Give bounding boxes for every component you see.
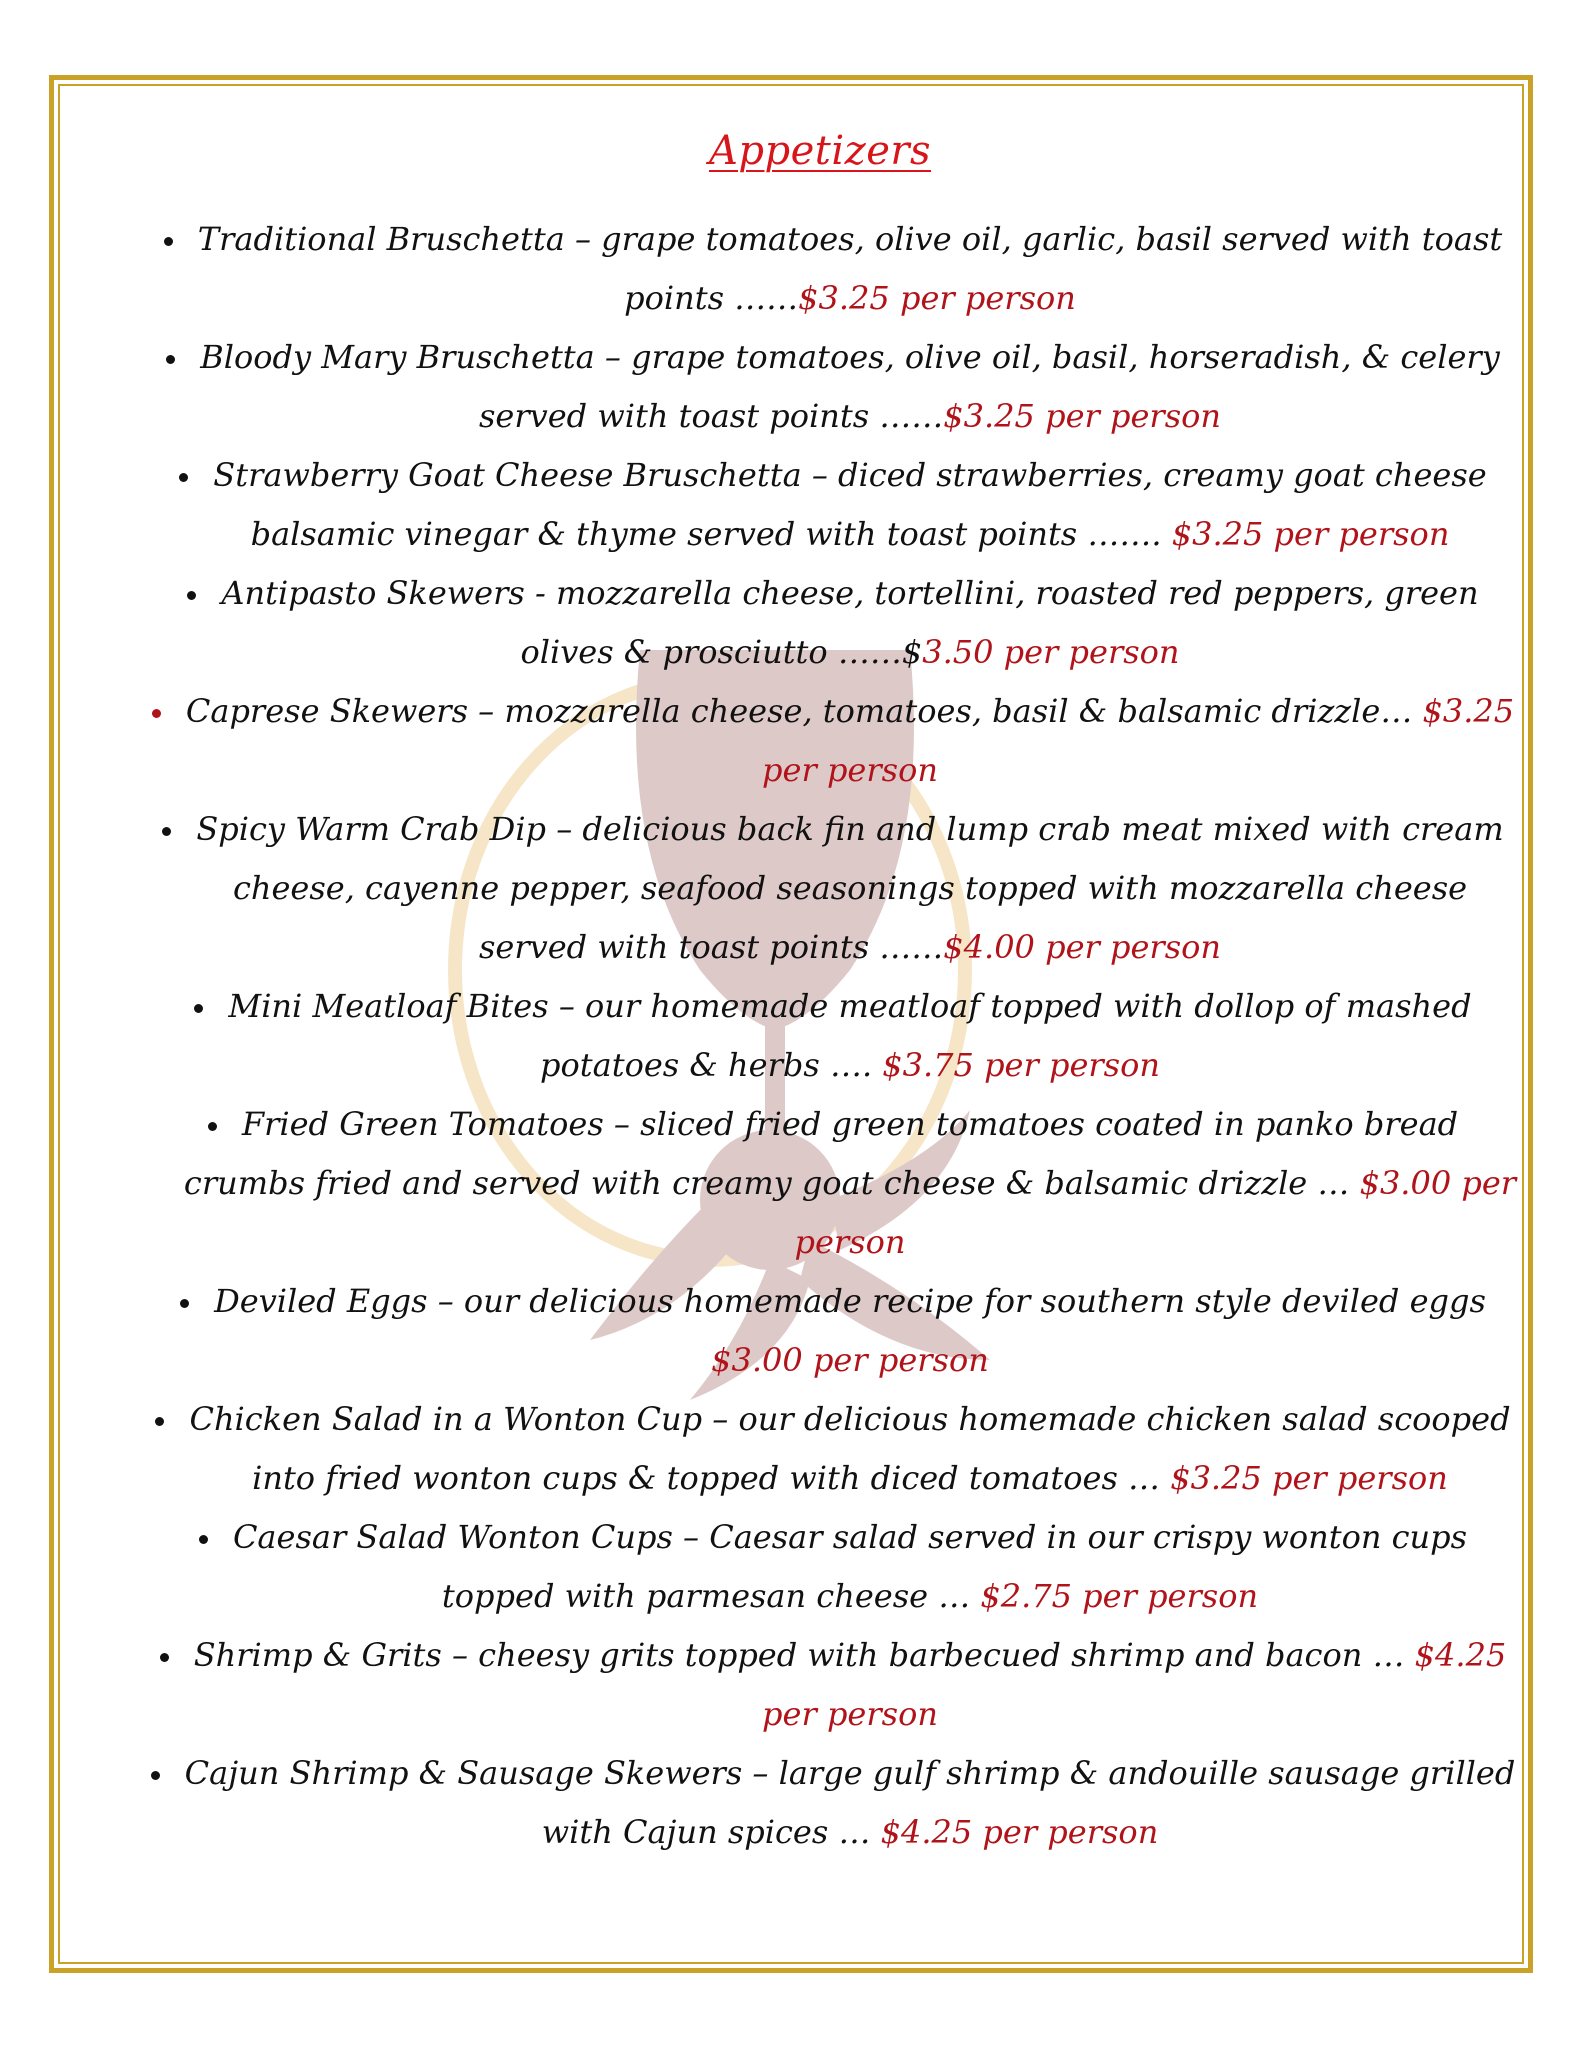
bullet-icon bbox=[187, 591, 196, 600]
bullet-icon bbox=[208, 1122, 217, 1131]
bullet-icon bbox=[164, 237, 173, 246]
menu-content bbox=[120, 118, 1520, 1862]
menu-item-price: $3.75 per person bbox=[882, 1046, 1160, 1084]
bullet-icon bbox=[166, 355, 175, 364]
menu-item bbox=[120, 977, 1520, 1095]
menu-item bbox=[120, 800, 1520, 977]
menu-item bbox=[120, 446, 1520, 564]
menu-item bbox=[120, 328, 1520, 446]
menu-item-description: Spicy Warm Crab Dip – delicious back fin and lump crab meat mixed with cream cheese, cayenne pepper, seafood seasonings topped with mozzarella cheese served with toast points …… bbox=[196, 810, 1504, 966]
appetizer-list bbox=[120, 210, 1520, 1862]
menu-item bbox=[120, 1508, 1520, 1626]
menu-item-description: Caprese Skewers – mozzarella cheese, tomatoes, basil & balsamic drizzle… bbox=[185, 692, 1423, 730]
menu-item-price: 3.50 per person bbox=[922, 633, 1180, 671]
bullet-icon bbox=[155, 1417, 164, 1426]
bullet-icon bbox=[194, 1004, 203, 1013]
menu-item-price: $3.25 per person bbox=[943, 397, 1221, 435]
bullet-icon bbox=[152, 709, 161, 718]
section-heading: Appetizers bbox=[708, 128, 932, 174]
menu-item-price: $2.75 per person bbox=[980, 1577, 1259, 1615]
bullet-icon bbox=[162, 827, 171, 836]
menu-item-description: Bloody Mary Bruschetta – grape tomatoes, olive oil, basil, horseradish, & celery served with toast points …… bbox=[200, 338, 1500, 435]
menu-item bbox=[120, 1744, 1520, 1862]
menu-item-description: Cajun Shrimp & Sausage Skewers – large gulf shrimp & andouille sausage grilled with Cajun spices … bbox=[184, 1754, 1516, 1851]
bullet-icon bbox=[151, 1771, 160, 1780]
menu-item-description: Fried Green Tomatoes – sliced fried green tomatoes coated in panko bread crumbs fried and served with creamy goat cheese & balsamic drizzle … bbox=[183, 1105, 1459, 1202]
menu-item-description: Chicken Salad in a Wonton Cup – our delicious homemade chicken salad scooped into fried wonton cups & topped with diced tomatoes … bbox=[189, 1400, 1511, 1497]
menu-item-price: $3.25 per person bbox=[1171, 515, 1450, 553]
menu-item bbox=[120, 1095, 1520, 1272]
menu-item-price: $3.25 per person bbox=[762, 692, 1515, 789]
menu-item-price: $3.25 per person bbox=[798, 279, 1076, 317]
menu-item-description: Traditional Bruschetta – grape tomatoes, olive oil, garlic, basil served with toast points …… bbox=[197, 220, 1503, 317]
menu-item-description: Mini Meatloaf Bites – our homemade meatloaf topped with dollop of mashed potatoes & herbs …. bbox=[228, 987, 1472, 1084]
menu-item-price: $4.00 per person bbox=[943, 928, 1221, 966]
menu-item bbox=[120, 564, 1520, 682]
menu-item bbox=[120, 210, 1520, 328]
menu-item-description: Antipasto Skewers - mozzarella cheese, tortellini, roasted red peppers, green olives & prosciutto ……$ bbox=[221, 574, 1479, 671]
menu-item bbox=[120, 1272, 1520, 1390]
menu-item-price: $4.25 per person bbox=[762, 1636, 1507, 1733]
bullet-icon bbox=[160, 1653, 169, 1662]
menu-item-price: $3.00 per person bbox=[711, 1341, 989, 1379]
bullet-icon bbox=[180, 1299, 189, 1308]
menu-item-description: Caesar Salad Wonton Cups – Caesar salad served in our crispy wonton cups topped with parmesan cheese … bbox=[232, 1518, 1468, 1615]
menu-item-description: Shrimp & Grits – cheesy grits topped with barbecued shrimp and bacon … bbox=[193, 1636, 1415, 1674]
menu-item bbox=[120, 682, 1520, 800]
menu-item-description: Strawberry Goat Cheese Bruschetta – diced strawberries, creamy goat cheese balsamic vinegar & thyme served with toast points ……. bbox=[213, 456, 1487, 553]
menu-item bbox=[120, 1390, 1520, 1508]
menu-item-price: $3.25 per person bbox=[1170, 1459, 1448, 1497]
menu-item-price: $3.00 per person bbox=[794, 1164, 1517, 1261]
menu-item-price: $4.25 per person bbox=[880, 1813, 1159, 1851]
menu-item bbox=[120, 1626, 1520, 1744]
bullet-icon bbox=[179, 473, 188, 482]
menu-item-description: Deviled Eggs – our delicious homemade recipe for southern style deviled eggs bbox=[214, 1282, 1486, 1320]
bullet-icon bbox=[199, 1535, 208, 1544]
